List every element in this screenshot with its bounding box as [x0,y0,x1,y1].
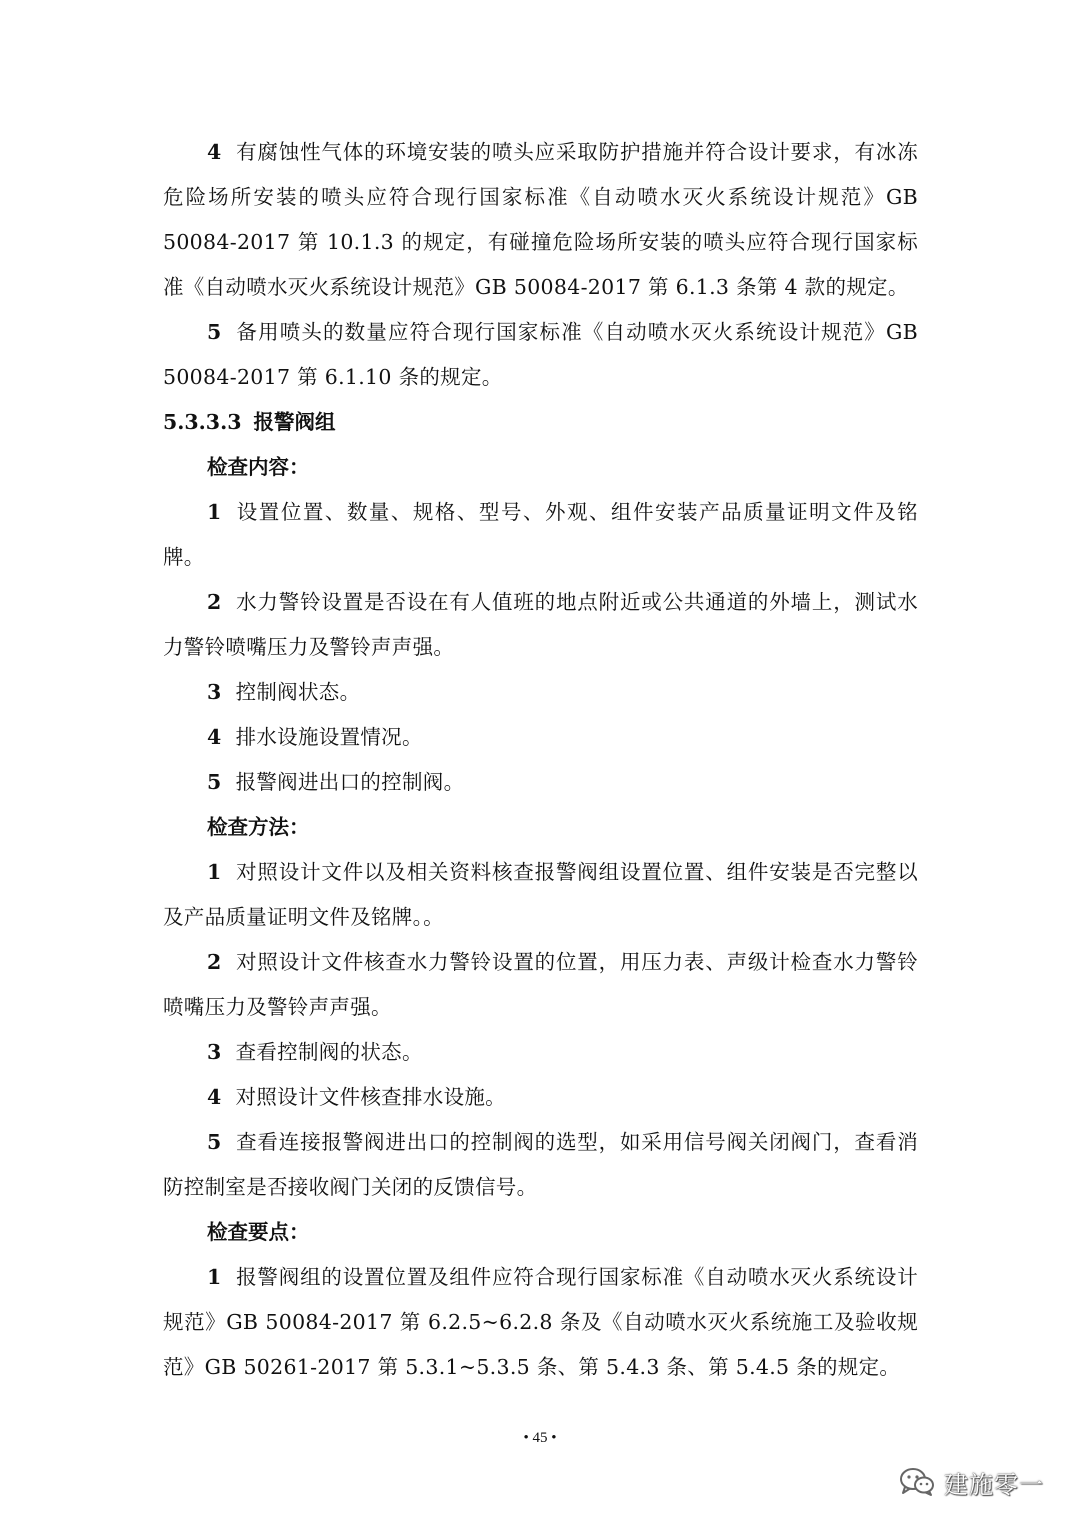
item-number: 3 [207,680,222,704]
item-number: 5 [207,1130,222,1154]
list-item [163,760,918,805]
item-text: 查看控制阀的状态。 [235,1040,423,1064]
inspect-content-heading: 检查内容： [207,455,310,479]
item-number: 4 [207,1085,222,1109]
list-item [163,1120,918,1210]
item-number: 1 [207,860,222,884]
watermark-text: 建施零一 [944,1470,1044,1499]
item-number: 3 [207,1040,222,1064]
item-text: 对照设计文件以及相关资料核查报警阀组设置位置、组件安装是否完整以及产品质量证明文件及铭牌。。 [163,860,918,929]
list-item [163,850,918,940]
paragraph-item-4 [163,130,918,310]
inspect-method-heading: 检查方法： [207,815,310,839]
item-number: 4 [207,140,222,164]
paragraph-item-5 [163,310,918,400]
item-text: 排水设施设置情况。 [235,725,423,749]
item-number: 5 [207,770,222,794]
page-number: • 45 • [523,1430,557,1446]
list-item [163,940,918,1030]
list-item [163,1255,918,1390]
list-item [163,490,918,580]
item-text: 对照设计文件核查排水设施。 [235,1085,506,1109]
item-text: 备用喷头的数量应符合现行国家标准《自动喷水灭火系统设计规范》GB 50084-2017 第 6.1.10 条的规定。 [163,320,918,389]
item-number: 1 [207,500,222,524]
item-text: 设置位置、数量、规格、型号、外观、组件安装产品质量证明文件及铭牌。 [163,500,918,569]
item-text: 报警阀进出口的控制阀。 [235,770,465,794]
wechat-icon [898,1467,936,1497]
list-item [163,1030,918,1075]
item-text: 对照设计文件核查水力警铃设置的位置，用压力表、声级计检查水力警铃喷嘴压力及警铃声声强。 [163,950,918,1019]
page-content [163,130,918,1390]
item-text: 有腐蚀性气体的环境安装的喷头应采取防护措施并符合设计要求，有冰冻危险场所安装的喷头应符合现行国家标准《自动喷水灭火系统设计规范》GB 50084-2017 第 10.1.3 的规定，有碰撞危险场所安装的喷头应符合现行国家标准《自动喷水灭火系统设计规范》GB 50084-2017 第 6.1.3 条第 4 款的规定。 [163,140,918,299]
item-number: 2 [207,590,222,614]
section-title: 报警阀组 [253,410,336,434]
item-text: 查看连接报警阀进出口的控制阀的选型，如采用信号阀关闭阀门，查看消防控制室是否接收阀门关闭的反馈信号。 [163,1130,918,1199]
list-item [163,1075,918,1120]
list-item [163,580,918,670]
item-text: 水力警铃设置是否设在有人值班的地点附近或公共通道的外墙上，测试水力警铃喷嘴压力及警铃声声强。 [163,590,918,659]
item-number: 1 [207,1265,222,1289]
watermark [898,1462,1044,1502]
section-heading [163,400,918,445]
item-text: 报警阀组的设置位置及组件应符合现行国家标准《自动喷水灭火系统设计规范》GB 50084-2017 第 6.2.5~6.2.8 条及《自动喷水灭火系统施工及验收规范》GB 50261-2017 第 5.3.1~5.3.5 条、第 5.4.3 条、第 5.4.5 条的规定。 [163,1265,918,1379]
item-number: 4 [207,725,222,749]
list-item [163,715,918,760]
item-number: 2 [207,950,222,974]
section-number: 5.3.3.3 [163,410,242,434]
inspect-points-heading: 检查要点： [207,1220,310,1244]
list-item [163,670,918,715]
item-text: 控制阀状态。 [235,680,361,704]
item-number: 5 [207,320,222,344]
